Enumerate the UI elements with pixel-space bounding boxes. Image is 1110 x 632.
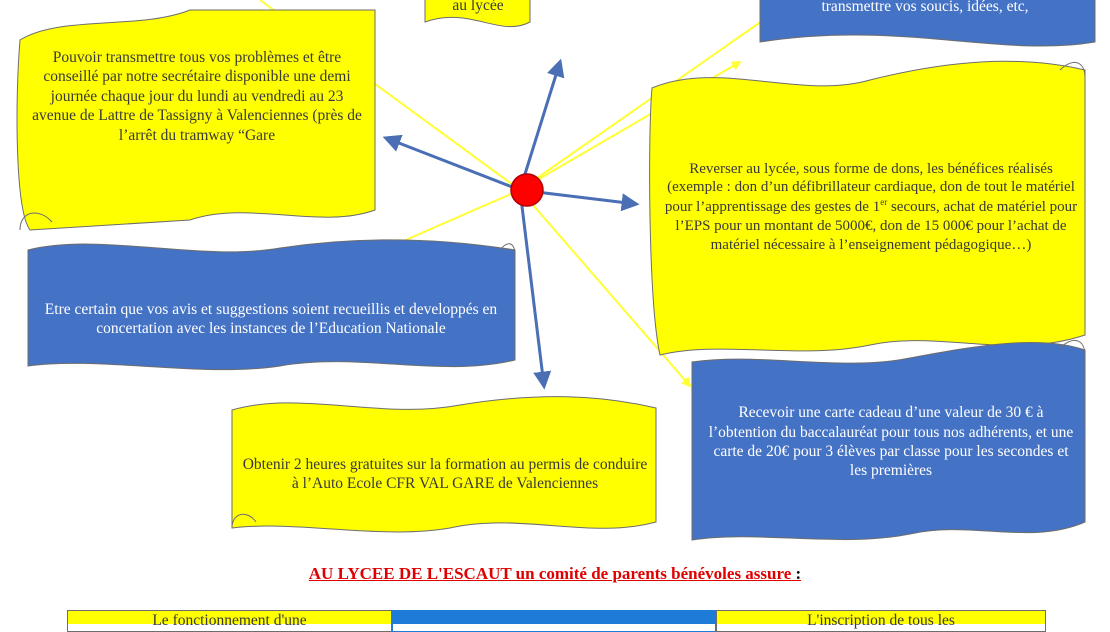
box-left-middle-text: Etre certain que vos avis et suggestions soient recueillis et developpés en concertation avec les instances de l’Education Nationale (44, 300, 498, 337)
hub-circle (511, 174, 543, 206)
box-right-top-text (664, 112, 1078, 302)
box-left-top-text: Pouvoir transmettre tous vos problèmes et être conseillé par notre secrétaire disponible une demi journée chaque jour du lundi au vendredi au 23 avenue de Lattre de Tassigny à Valenciennes (près de l’arrêt du tramway “Gare (32, 49, 362, 144)
box-right-top-content: Reverser au lycée, sous forme de dons, les bénéfices réalisés (exemple : don d’un défibrillateur cardiaque, don de tout le matériel pour l’apprentissage des gestes de 1er secours, achat de matériel pour l’EPS pour un montant de 5000€, don de 15 000€ pour l’achat de matériel nécessaire à l’enseignement pédagogique…) (664, 160, 1078, 253)
box-bottom-center-text: Obtenir 2 heures gratuites sur la formation au permis de conduire à l’Auto Ecole CFR VAL GARE de Valenciennes (242, 455, 648, 492)
bottom-table-middle-cell (392, 610, 716, 632)
section-heading-colon: : (791, 564, 802, 583)
bottom-table-right-cell: L'inscription de tous les (716, 610, 1046, 632)
section-heading-text: AU LYCEE DE L'ESCAUT un comité de parents bénévoles assure (308, 564, 792, 583)
bottom-table-left-cell: Le fonctionnement d'une (67, 610, 392, 632)
box-top-right-text: transmettre vos soucis, idées, etc, (821, 0, 1029, 16)
box-right-bottom-text: Recevoir une carte cadeau d’une valeur de 30 € à l’obtention du baccalauréat pour tous nos adhérents, et une carte de 20€ pour 3 élèves par classe pour les secondes et les premières (708, 404, 1074, 480)
box-top-center-text: au lycée (452, 0, 504, 15)
section-heading (0, 564, 1110, 584)
